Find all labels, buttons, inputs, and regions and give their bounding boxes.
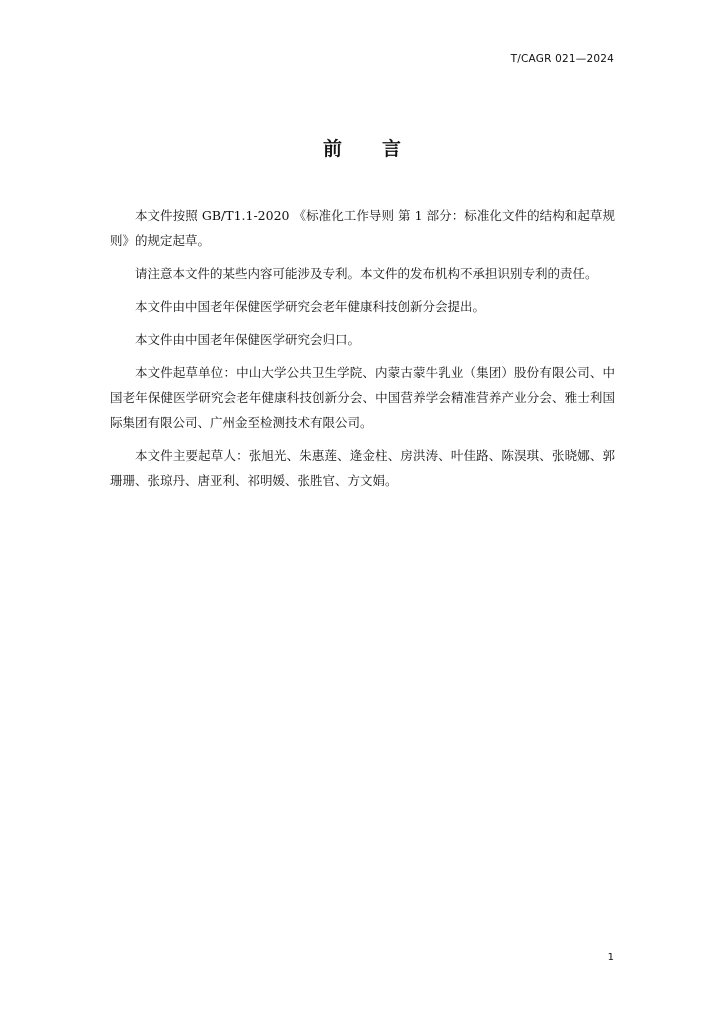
paragraph-centralized-by: 本文件由中国老年保健医学研究会归口。 [135, 332, 361, 347]
paragraph-patent-notice: 请注意本文件的某些内容可能涉及专利。本文件的发布机构不承担识别专利的责任。 [135, 266, 598, 281]
paragraph-drafting-units: 本文件起草单位：中山大学公共卫生学院、内蒙古蒙牛乳业（集团）股份有限公司、中国老年保健医学研究会老年健康科技创新分会、中国营养学会精准营养产业分会、雅士利国际集团有限公司、广州金至检测技术有限公司。 [110, 365, 615, 430]
paragraph-drafting-rules: 本文件按照 GB/T1.1-2020 《标准化工作导则 第 1 部分：标准化文件的结构和起草规则》的规定起草。 [110, 208, 615, 248]
title-char-1: 前 [322, 138, 342, 160]
page-title [0, 134, 724, 161]
paragraph-proposer: 本文件由中国老年保健医学研究会老年健康科技创新分会提出。 [135, 299, 486, 314]
document-code: T/CAGR 021—2024 [510, 53, 614, 65]
foreword-body [110, 203, 615, 501]
title-char-2: 言 [382, 138, 402, 160]
page-number: 1 [607, 952, 614, 963]
paragraph-main-drafters: 本文件主要起草人：张旭光、朱惠莲、逄金柱、房洪涛、叶佳路、陈淏琪、张晓娜、郭珊珊、张琼丹、唐亚利、祁明媛、张胜官、方文娟。 [110, 448, 615, 488]
